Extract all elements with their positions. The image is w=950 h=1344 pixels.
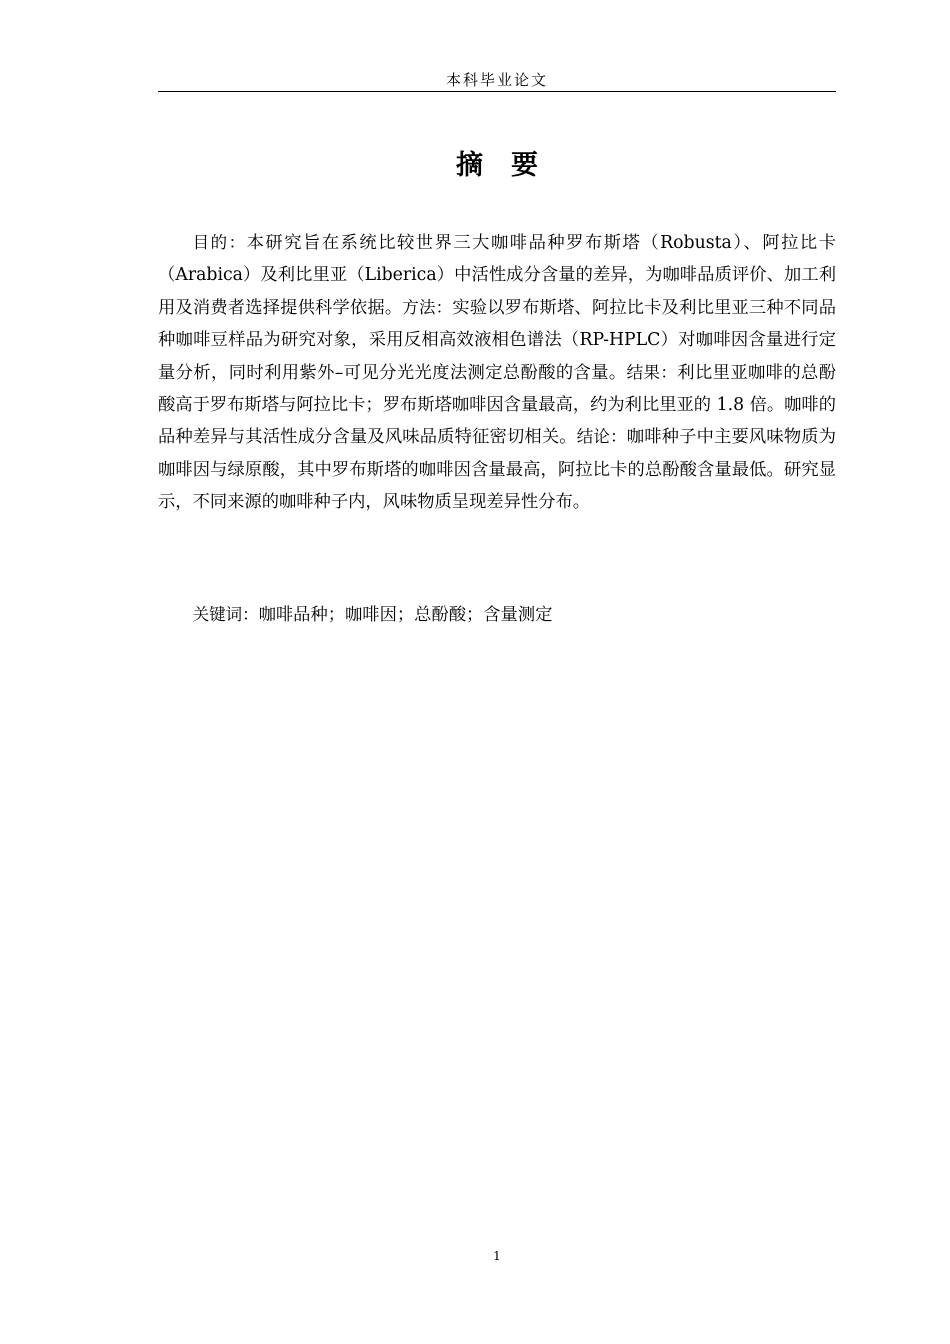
running-header: 本科毕业论文 (445, 71, 548, 89)
page-number: 1 (493, 1249, 501, 1263)
header-rule (158, 91, 836, 92)
abstract-body (158, 227, 836, 519)
conclusion-text: 咖啡种子中主要风味物质为咖啡因与绿原酸，其中罗布斯塔的咖啡因含量最高，阿拉比卡的总酚酸含量最低。研究显示，不同来源的咖啡种子内，风味物质呈现差异性分布。 (158, 427, 836, 513)
abstract-title-part1: 摘 (456, 150, 483, 181)
methods-label: 方法： (402, 297, 453, 317)
methods-text: 实验以罗布斯塔、阿拉比卡及利比里亚三种不同品种咖啡豆样品为研究对象，采用反相高效液相色谱法（RP-HPLC）对咖啡因含量进行定量分析，同时利用紫外–可见分光光度法测定总酚酸的含量。 (158, 297, 836, 383)
keywords-line (158, 599, 836, 631)
results-text: 利比里亚咖啡的总酚酸高于罗布斯塔与阿拉比卡；罗布斯塔咖啡因含量最高，约为利比里亚的 1.8 倍。咖啡的品种差异与其活性成分含量及风味品质特征密切相关。 (158, 362, 836, 448)
objective-label: 目的： (192, 233, 247, 252)
keywords-text: 咖啡品种；咖啡因；总酚酸；含量测定 (258, 605, 553, 625)
abstract-title (158, 146, 836, 186)
objective-text: 本研究旨在系统比较世界三大咖啡品种罗布斯塔（Robusta）、阿拉比卡（Arabica）及利比里亚（Liberica）中活性成分含量的差异，为咖啡品质评价、加工利用及消费者选择提供科学依据。 (158, 233, 836, 318)
keywords-label: 关键词： (192, 605, 259, 624)
results-label: 结果： (626, 362, 678, 382)
abstract-title-part2: 要 (511, 150, 538, 181)
conclusion-label: 结论： (576, 427, 627, 447)
